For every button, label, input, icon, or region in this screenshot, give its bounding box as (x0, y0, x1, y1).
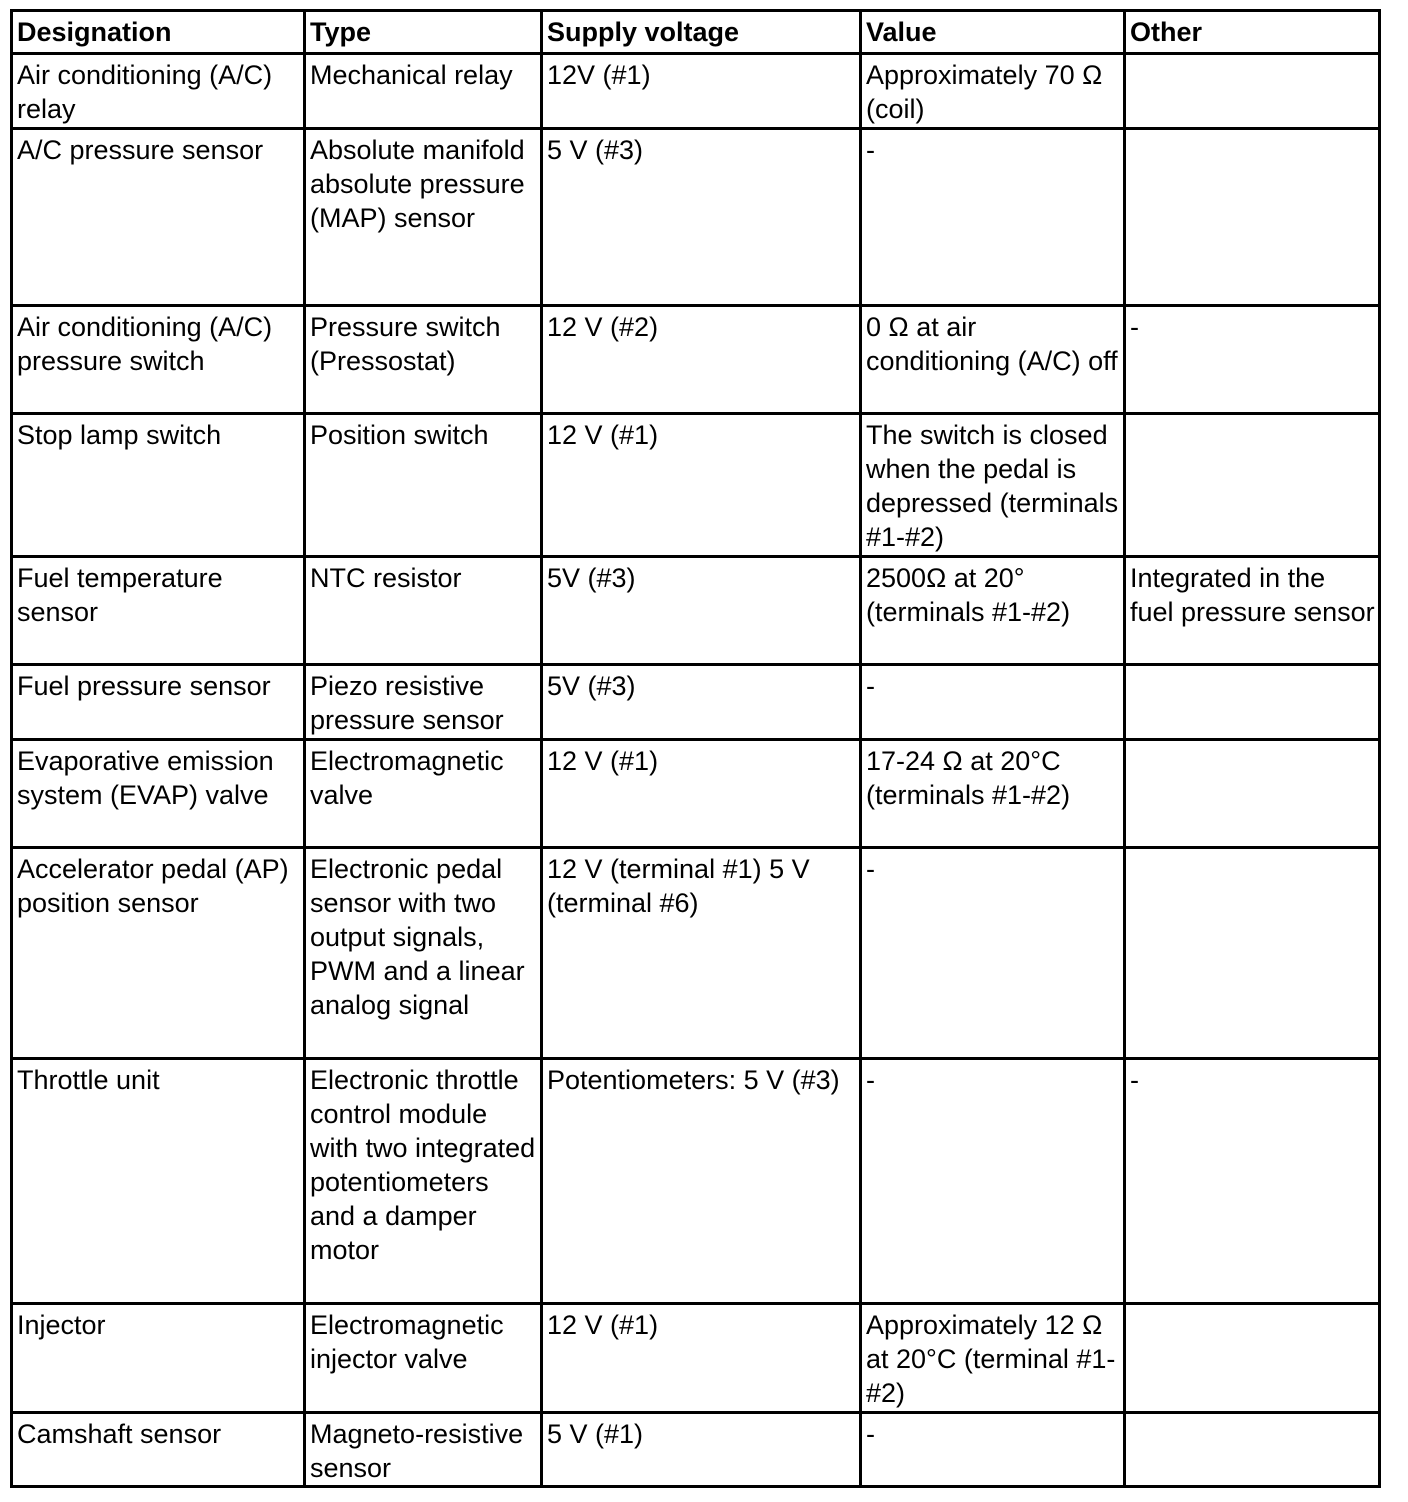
cell-designation: Air conditioning (A/C) pressure switch (12, 306, 305, 414)
cell-value: - (861, 1413, 1125, 1487)
header-value: Value (861, 11, 1125, 54)
cell-supply-voltage: 12 V (#2) (542, 306, 861, 414)
cell-other: Integrated in the fuel pressure sensor (1125, 557, 1380, 665)
table-row (12, 665, 1380, 740)
cell-supply-voltage: 12 V (#1) (542, 740, 861, 848)
cell-designation: Injector (12, 1304, 305, 1413)
header-row (12, 11, 1380, 54)
table-header (12, 11, 1380, 54)
cell-designation: Air conditioning (A/C) relay (12, 54, 305, 129)
cell-value: Approximately 70 Ω (coil) (861, 54, 1125, 129)
cell-other (1125, 740, 1380, 848)
header-type: Type (305, 11, 542, 54)
cell-supply-voltage: 5V (#3) (542, 557, 861, 665)
table-row (12, 557, 1380, 665)
cell-designation: Stop lamp switch (12, 414, 305, 557)
cell-supply-voltage: 5V (#3) (542, 665, 861, 740)
cell-value: 0 Ω at air conditioning (A/C) off (861, 306, 1125, 414)
cell-type: Piezo resistive pressure sensor (305, 665, 542, 740)
table-row (12, 54, 1380, 129)
table-row (12, 740, 1380, 848)
cell-value: Approximately 12 Ω at 20°C (terminal #1-#2) (861, 1304, 1125, 1413)
cell-other (1125, 848, 1380, 1059)
cell-value: 2500Ω at 20° (terminals #1-#2) (861, 557, 1125, 665)
cell-other (1125, 54, 1380, 129)
cell-supply-voltage: Potentiometers: 5 V (#3) (542, 1059, 861, 1304)
cell-other (1125, 129, 1380, 306)
table-row (12, 1059, 1380, 1304)
table-row (12, 414, 1380, 557)
table-body (12, 54, 1380, 1487)
cell-type: Position switch (305, 414, 542, 557)
cell-value: - (861, 848, 1125, 1059)
cell-designation: Evaporative emission system (EVAP) valve (12, 740, 305, 848)
cell-designation: Accelerator pedal (AP) position sensor (12, 848, 305, 1059)
cell-value: The switch is closed when the pedal is depressed (terminals #1-#2) (861, 414, 1125, 557)
cell-supply-voltage: 5 V (#1) (542, 1413, 861, 1487)
cell-designation: A/C pressure sensor (12, 129, 305, 306)
cell-designation: Fuel temperature sensor (12, 557, 305, 665)
cell-supply-voltage: 12V (#1) (542, 54, 861, 129)
cell-other (1125, 1413, 1380, 1487)
cell-type: Electromagnetic valve (305, 740, 542, 848)
cell-type: Electromagnetic injector valve (305, 1304, 542, 1413)
cell-designation: Fuel pressure sensor (12, 665, 305, 740)
cell-other (1125, 665, 1380, 740)
cell-value: - (861, 1059, 1125, 1304)
cell-designation: Throttle unit (12, 1059, 305, 1304)
cell-supply-voltage: 12 V (#1) (542, 414, 861, 557)
cell-supply-voltage: 12 V (terminal #1) 5 V (terminal #6) (542, 848, 861, 1059)
cell-supply-voltage: 5 V (#3) (542, 129, 861, 306)
cell-type: Absolute manifold absolute pressure (MAP) sensor (305, 129, 542, 306)
table-row (12, 306, 1380, 414)
cell-other: - (1125, 1059, 1380, 1304)
cell-supply-voltage: 12 V (#1) (542, 1304, 861, 1413)
cell-type: Electronic throttle control module with two integrated potentiometers and a damper motor (305, 1059, 542, 1304)
cell-value: - (861, 665, 1125, 740)
header-other: Other (1125, 11, 1380, 54)
cell-other: - (1125, 306, 1380, 414)
table-row (12, 848, 1380, 1059)
cell-other (1125, 1304, 1380, 1413)
component-spec-table (10, 9, 1381, 1488)
cell-value: - (861, 129, 1125, 306)
cell-type: Magneto-resistive sensor (305, 1413, 542, 1487)
header-designation: Designation (12, 11, 305, 54)
table-row (12, 129, 1380, 306)
cell-type: Electronic pedal sensor with two output signals, PWM and a linear analog signal (305, 848, 542, 1059)
table-row (12, 1304, 1380, 1413)
cell-type: Mechanical relay (305, 54, 542, 129)
table-row (12, 1413, 1380, 1487)
cell-type: Pressure switch (Pressostat) (305, 306, 542, 414)
cell-designation: Camshaft sensor (12, 1413, 305, 1487)
cell-type: NTC resistor (305, 557, 542, 665)
cell-other (1125, 414, 1380, 557)
header-supply-voltage: Supply voltage (542, 11, 861, 54)
cell-value: 17-24 Ω at 20°C (terminals #1-#2) (861, 740, 1125, 848)
